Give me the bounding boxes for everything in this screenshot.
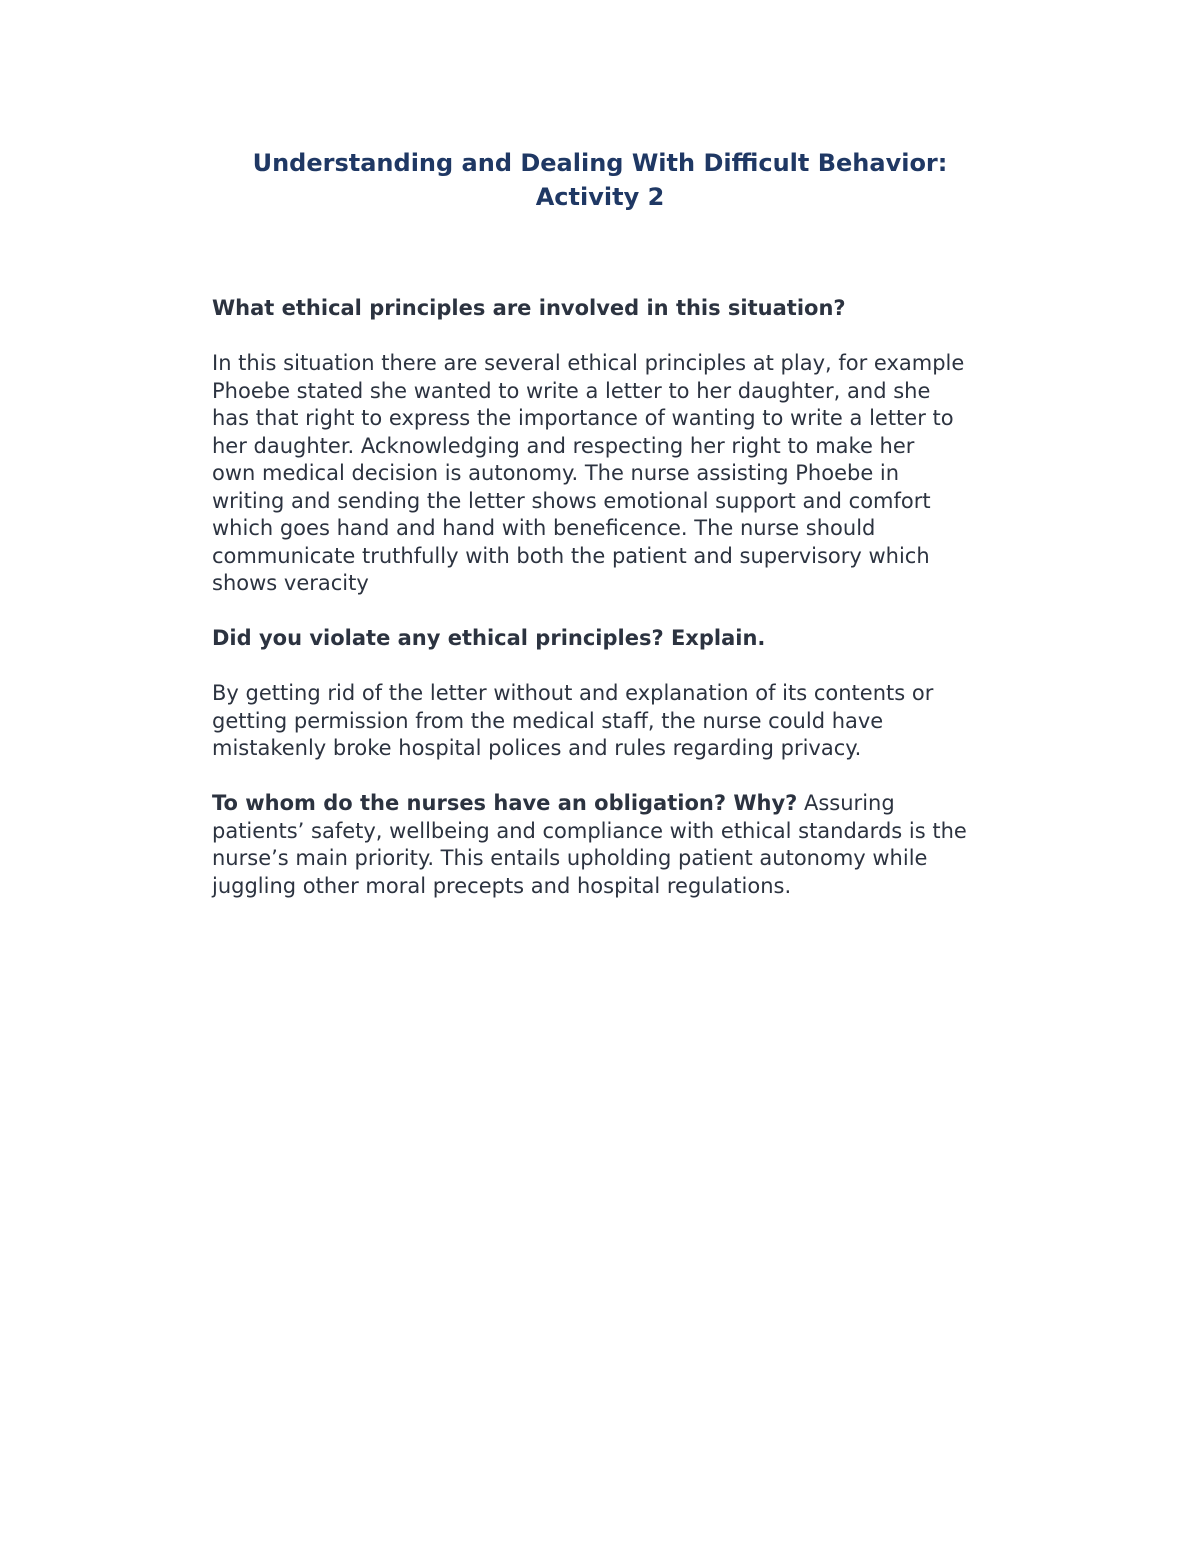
answer-line: shows veracity: [212, 571, 369, 595]
answer-line: communicate truthfully with both the patient and supervisory which: [212, 543, 930, 568]
spacer: [212, 598, 1082, 626]
answer-3: [212, 818, 1082, 901]
spacer: [212, 763, 1082, 791]
question-2: Did you violate any ethical principles? Explain.: [212, 626, 766, 650]
answer-3-first-words: Assuring: [797, 791, 895, 815]
answer-line: In this situation there are several ethical principles at play, for example: [212, 351, 965, 375]
spacer: [212, 323, 1082, 351]
answer-line: has that right to express the importance of wanting to write a letter to: [212, 406, 954, 430]
answer-line: nurse’s main priority. This entails upholding patient autonomy while: [212, 846, 928, 870]
answer-line: which goes hand and hand with beneficence. The nurse should: [212, 516, 876, 540]
answer-line: By getting rid of the letter without and explanation of its contents or: [212, 681, 934, 705]
answer-line: own medical decision is autonomy. The nurse assisting Phoebe in: [212, 461, 900, 485]
answer-line: getting permission from the medical staff, the nurse could have: [212, 708, 884, 733]
answer-2: [212, 680, 1082, 763]
document-body: [212, 295, 1082, 900]
answer-line: patients’ safety, wellbeing and compliance with ethical standards is the: [212, 818, 967, 843]
title-line-2: Activity 2: [535, 183, 665, 211]
question-1: What ethical principles are involved in this situation?: [212, 296, 846, 320]
question-3-line: [212, 790, 1082, 818]
answer-line: Phoebe stated she wanted to write a letter to her daughter, and she: [212, 378, 931, 403]
spacer: [212, 653, 1082, 681]
answer-line: mistakenly broke hospital polices and rules regarding privacy.: [212, 736, 862, 760]
answer-line: writing and sending the letter shows emotional support and comfort: [212, 488, 931, 513]
title-line-1: Understanding and Dealing With Difficult Behavior:: [252, 149, 948, 177]
document-title: [150, 146, 1050, 214]
answer-1: [212, 350, 1082, 598]
question-3: To whom do the nurses have an obligation? Why?: [212, 791, 798, 815]
answer-line: juggling other moral precepts and hospital regulations.: [212, 873, 792, 898]
answer-line: her daughter. Acknowledging and respecting her right to make her: [212, 433, 915, 458]
